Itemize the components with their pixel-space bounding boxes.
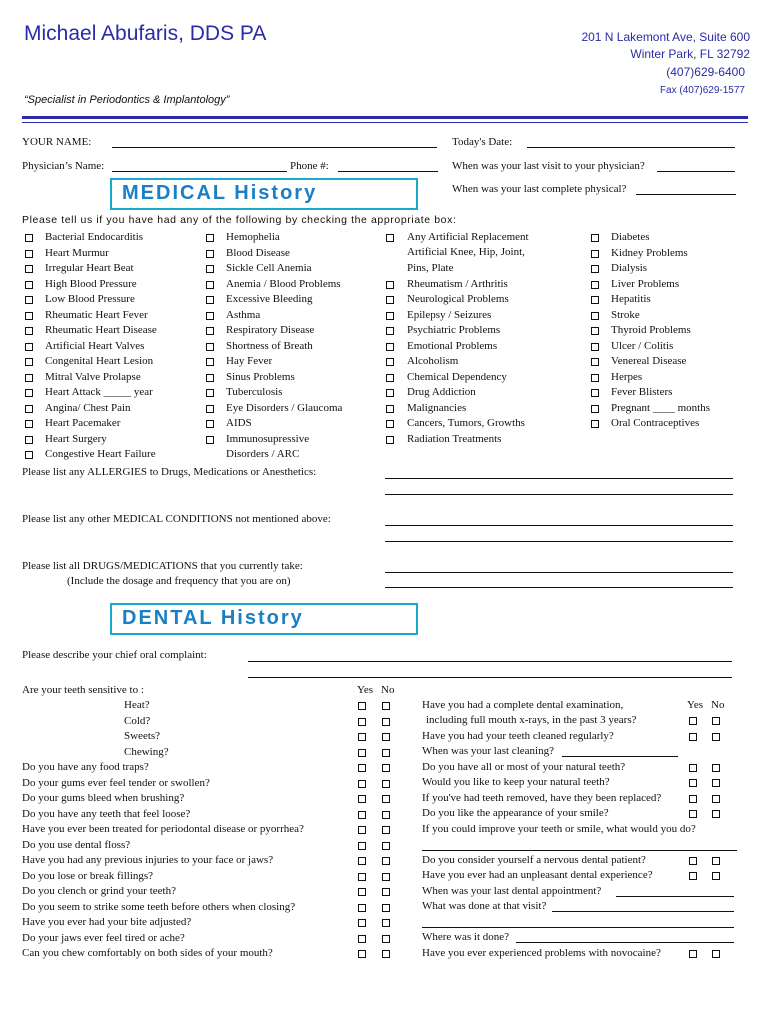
condition-label: Rheumatism / Arthritis	[407, 277, 508, 290]
condition-checkbox[interactable]	[591, 296, 599, 304]
condition-checkbox[interactable]	[591, 250, 599, 258]
phone-number: (407)629-6400	[666, 65, 745, 79]
no-checkbox[interactable]	[382, 904, 390, 912]
condition-checkbox[interactable]	[25, 296, 33, 304]
physician-phone-field[interactable]	[338, 161, 438, 172]
condition-label: Herpes	[611, 370, 643, 383]
todays-date-label: Today's Date:	[452, 136, 513, 148]
yes-checkbox[interactable]	[689, 795, 697, 803]
sensitivity-item: Heat?	[124, 699, 150, 711]
improve-smile-field[interactable]	[422, 840, 737, 851]
condition-checkbox[interactable]	[206, 420, 214, 428]
q-where-done: Where was it done?	[422, 931, 510, 943]
yes-checkbox[interactable]	[358, 826, 366, 834]
condition-checkbox[interactable]	[386, 281, 394, 289]
condition-checkbox[interactable]	[206, 389, 214, 397]
where-done-field[interactable]	[516, 932, 734, 943]
condition-checkbox[interactable]	[386, 358, 394, 366]
chief-complaint-label: Please describe your chief oral complaint:	[22, 649, 207, 661]
condition-checkbox[interactable]	[386, 374, 394, 382]
condition-label: Liver Problems	[611, 277, 680, 290]
no-checkbox[interactable]	[712, 810, 720, 818]
dental-question: Do you have any teeth that feel loose?	[22, 807, 191, 820]
condition-checkbox[interactable]	[206, 234, 214, 242]
no-checkbox[interactable]	[382, 702, 390, 710]
last-physical-field[interactable]	[636, 184, 736, 195]
condition-checkbox[interactable]	[206, 436, 214, 444]
condition-label: Psychiatric Problems	[407, 324, 501, 336]
condition-label: Emotional Problems	[407, 339, 498, 352]
no-checkbox[interactable]	[382, 826, 390, 834]
drugs-field-1[interactable]	[385, 562, 733, 573]
condition-label: Congenital Heart Lesion	[45, 355, 154, 367]
dental-question: Have you ever been treated for periodontal disease or pyorrhea?	[22, 823, 304, 835]
yes-checkbox[interactable]	[358, 904, 366, 912]
condition-checkbox[interactable]	[25, 405, 33, 413]
condition-label: Sinus Problems	[226, 370, 295, 383]
condition-checkbox[interactable]	[206, 296, 214, 304]
sensitivity-item: Sweets?	[124, 730, 161, 742]
other-conditions-field-2[interactable]	[385, 531, 733, 542]
condition-label: Rheumatic Heart Disease	[45, 324, 157, 336]
dental-question: Do you lose or break fillings?	[22, 869, 154, 882]
condition-label: Chemical Dependency	[407, 370, 507, 383]
condition-checkbox[interactable]	[25, 420, 33, 428]
condition-checkbox[interactable]	[206, 281, 214, 289]
condition-label: Stroke	[611, 308, 640, 321]
condition-checkbox[interactable]	[386, 420, 394, 428]
condition-label: Kidney Problems	[611, 246, 688, 259]
condition-checkbox[interactable]	[25, 343, 33, 351]
drugs-label: Please list all DRUGS/MEDICATIONS that you currently take:	[22, 560, 303, 572]
condition-label: Drug Addiction	[407, 386, 476, 398]
condition-label: Alcoholism	[407, 355, 459, 367]
q-teeth-cleaned: Have you had your teeth cleaned regularly?	[422, 730, 614, 742]
condition-label: Eye Disorders / Glaucoma	[226, 401, 343, 414]
q-keep-teeth: Would you like to keep your natural teeth?	[422, 776, 610, 788]
condition-checkbox[interactable]	[206, 265, 214, 273]
yes-checkbox[interactable]	[358, 842, 366, 850]
q-nervous-patient: Do you consider yourself a nervous dental patient?	[422, 854, 646, 866]
allergies-label: Please list any ALLERGIES to Drugs, Medications or Anesthetics:	[22, 466, 317, 478]
no-checkbox[interactable]	[382, 764, 390, 772]
yes-checkbox[interactable]	[358, 873, 366, 881]
condition-checkbox[interactable]	[386, 327, 394, 335]
condition-checkbox[interactable]	[591, 343, 599, 351]
no-checkbox[interactable]	[382, 780, 390, 788]
condition-checkbox[interactable]	[591, 374, 599, 382]
dental-question: Do your gums bleed when brushing?	[22, 792, 185, 804]
last-visit-label: When was your last visit to your physician?	[452, 160, 645, 172]
dental-question: Do you seem to strike some teeth before others when closing?	[22, 900, 296, 913]
no-checkbox[interactable]	[712, 857, 720, 865]
no-checkbox[interactable]	[382, 795, 390, 803]
dental-question: Do you have any food traps?	[22, 761, 149, 773]
condition-label: Pregnant ____ months	[611, 401, 710, 414]
chief-complaint-field-1[interactable]	[248, 651, 732, 662]
condition-checkbox[interactable]	[25, 374, 33, 382]
condition-label: Hay Fever	[226, 355, 273, 367]
other-conditions-field-1[interactable]	[385, 515, 733, 526]
condition-checkbox[interactable]	[206, 374, 214, 382]
condition-label: Excessive Bleeding	[226, 293, 313, 305]
right-yes-header: Yes	[687, 699, 704, 711]
dental-question: Do your gums ever feel tender or swollen?	[22, 776, 210, 789]
condition-label: Sickle Cell Anemia	[226, 262, 312, 274]
address-line1: 201 N Lakemont Ave, Suite 600	[581, 30, 750, 44]
condition-checkbox[interactable]	[591, 327, 599, 335]
header-rule-thin	[22, 122, 748, 123]
condition-label: Blood Disease	[226, 246, 290, 259]
q-last-cleaning: When was your last cleaning?	[422, 745, 554, 757]
condition-checkbox[interactable]	[386, 296, 394, 304]
no-checkbox[interactable]	[712, 950, 720, 958]
artificial-replacement-detail-1: Artificial Knee, Hip, Joint,	[407, 246, 525, 258]
condition-checkbox[interactable]	[386, 436, 394, 444]
condition-label: Malignancies	[407, 401, 467, 414]
yes-checkbox[interactable]	[358, 702, 366, 710]
condition-checkbox[interactable]	[591, 389, 599, 397]
condition-label: Asthma	[226, 308, 261, 321]
medical-instructions: Please tell us if you have had any of the following by checking the appropriate box:	[22, 214, 457, 226]
allergies-field-2[interactable]	[385, 484, 733, 495]
condition-checkbox[interactable]	[591, 265, 599, 273]
physician-name-field[interactable]	[112, 161, 287, 172]
q-complete-exam: Have you had a complete dental examination,	[422, 699, 624, 711]
sensitive-question: Are your teeth sensitive to :	[22, 684, 144, 696]
condition-checkbox[interactable]	[591, 312, 599, 320]
condition-checkbox[interactable]	[25, 265, 33, 273]
condition-label: Heart Surgery	[45, 432, 107, 445]
your-name-field[interactable]	[112, 137, 437, 148]
no-checkbox[interactable]	[712, 779, 720, 787]
drugs-note: (Include the dosage and frequency that you are on)	[67, 575, 291, 587]
condition-label: Epilepsy / Seizures	[407, 308, 492, 321]
condition-label: Ulcer / Colitis	[611, 339, 674, 352]
no-checkbox[interactable]	[712, 733, 720, 741]
no-checkbox[interactable]	[712, 795, 720, 803]
condition-checkbox[interactable]	[386, 405, 394, 413]
condition-label: Anemia / Blood Problems	[226, 277, 341, 290]
condition-checkbox[interactable]	[591, 405, 599, 413]
condition-label: Fever Blisters	[611, 386, 673, 398]
condition-label: Heart Pacemaker	[45, 417, 121, 429]
no-checkbox[interactable]	[382, 842, 390, 850]
condition-label: Artificial Heart Valves	[45, 339, 145, 352]
yes-checkbox[interactable]	[358, 718, 366, 726]
what-was-done-field-2[interactable]	[422, 917, 734, 928]
condition-label: Bacterial Endocarditis	[45, 231, 144, 243]
condition-checkbox[interactable]	[206, 250, 214, 258]
allergies-field-1[interactable]	[385, 468, 733, 479]
yes-checkbox[interactable]	[358, 780, 366, 788]
condition-label: Angina/ Chest Pain	[45, 401, 131, 414]
condition-checkbox[interactable]	[206, 327, 214, 335]
dental-question: Have you ever had your bite adjusted?	[22, 916, 192, 928]
header-rule-thick	[22, 116, 748, 119]
condition-checkbox[interactable]	[25, 358, 33, 366]
q-improve-smile: If you could improve your teeth or smile, what would you do?	[422, 823, 696, 835]
yes-checkbox[interactable]	[689, 779, 697, 787]
no-checkbox[interactable]	[382, 749, 390, 757]
q-what-was-done: What was done at that visit?	[422, 900, 547, 912]
yes-checkbox[interactable]	[689, 857, 697, 865]
condition-checkbox[interactable]	[206, 358, 214, 366]
condition-checkbox[interactable]	[25, 327, 33, 335]
condition-label: Thyroid Problems	[611, 324, 691, 336]
condition-checkbox[interactable]	[25, 436, 33, 444]
sensitivity-item: Chewing?	[124, 745, 169, 758]
dental-question: Do your jaws ever feel tired or ache?	[22, 931, 185, 944]
condition-label: Dialysis	[611, 262, 648, 274]
tagline: “Specialist in Periodontics & Implantology”	[24, 94, 230, 106]
condition-checkbox[interactable]	[25, 389, 33, 397]
your-name-row	[22, 136, 91, 148]
condition-checkbox[interactable]	[386, 312, 394, 320]
drugs-field-2[interactable]	[385, 577, 733, 588]
last-appointment-field[interactable]	[616, 886, 734, 897]
condition-label: Tuberculosis	[226, 386, 283, 398]
yes-checkbox[interactable]	[358, 935, 366, 943]
medical-history-title: MEDICAL History	[110, 178, 418, 210]
yes-checkbox[interactable]	[689, 764, 697, 772]
condition-label: Oral Contraceptives	[611, 417, 700, 429]
yes-checkbox[interactable]	[689, 717, 697, 725]
todays-date-field[interactable]	[527, 137, 735, 148]
no-checkbox[interactable]	[712, 717, 720, 725]
q-full-mouth-xrays: including full mouth x-rays, in the past 3 years?	[426, 714, 637, 726]
dental-question: Do you use dental floss?	[22, 838, 131, 851]
no-checkbox[interactable]	[382, 950, 390, 958]
no-checkbox[interactable]	[382, 718, 390, 726]
condition-checkbox[interactable]	[386, 389, 394, 397]
no-checkbox[interactable]	[382, 857, 390, 865]
no-checkbox[interactable]	[382, 919, 390, 927]
condition-label: Venereal Disease	[611, 355, 687, 367]
chief-complaint-field-2[interactable]	[248, 667, 732, 678]
no-checkbox[interactable]	[712, 764, 720, 772]
dental-question: Do you clench or grind your teeth?	[22, 885, 176, 897]
sensitivity-item: Cold?	[124, 714, 151, 727]
fax-number: Fax (407)629-1577	[659, 85, 745, 96]
dental-question: Can you chew comfortably on both sides of your mouth?	[22, 947, 273, 959]
no-checkbox[interactable]	[382, 873, 390, 881]
no-checkbox[interactable]	[712, 872, 720, 880]
condition-label: High Blood Pressure	[45, 277, 137, 290]
no-checkbox[interactable]	[382, 888, 390, 896]
condition-label: Neurological Problems	[407, 293, 509, 305]
yes-checkbox[interactable]	[358, 919, 366, 927]
right-no-header: No	[711, 699, 725, 711]
no-checkbox[interactable]	[382, 935, 390, 943]
q-novocaine: Have you ever experienced problems with novocaine?	[422, 947, 661, 959]
yes-checkbox[interactable]	[358, 733, 366, 741]
q-smile-appearance: Do you like the appearance of your smile?	[422, 807, 609, 819]
what-was-done-field-1[interactable]	[552, 901, 734, 912]
condition-label: Low Blood Pressure	[45, 293, 135, 305]
other-conditions-label: Please list any other MEDICAL CONDITIONS not mentioned above:	[22, 513, 331, 525]
condition-checkbox[interactable]	[206, 405, 214, 413]
practice-name: Michael Abufaris, DDS PA	[24, 22, 267, 45]
dental-question: Have you had any previous injuries to your face or jaws?	[22, 854, 274, 866]
condition-label: Irregular Heart Beat	[45, 262, 134, 274]
no-checkbox[interactable]	[382, 733, 390, 741]
condition-checkbox[interactable]	[386, 343, 394, 351]
condition-label: Hepatitis	[611, 293, 651, 305]
condition-label: Mitral Valve Prolapse	[45, 370, 141, 383]
dental-history-title: DENTAL History	[110, 603, 418, 635]
artificial-replacement-detail-2: Pins, Plate	[407, 262, 454, 274]
last-cleaning-field[interactable]	[562, 746, 678, 757]
condition-label: Shortness of Breath	[226, 339, 313, 352]
condition-label: Diabetes	[611, 231, 650, 243]
physician-phone-label: Phone #:	[290, 160, 329, 172]
condition-checkbox[interactable]	[206, 312, 214, 320]
last-physical-label: When was your last complete physical?	[452, 183, 627, 195]
q-last-appointment: When was your last dental appointment?	[422, 885, 602, 897]
condition-label: Immunosupressive	[226, 432, 310, 445]
yes-checkbox[interactable]	[358, 857, 366, 865]
your-name-label: YOUR NAME:	[22, 136, 92, 148]
yes-checkbox[interactable]	[358, 811, 366, 819]
q-unpleasant-experience: Have you ever had an unpleasant dental experience?	[422, 869, 653, 881]
address-line2: Winter Park, FL 32792	[630, 47, 750, 61]
yes-checkbox[interactable]	[358, 764, 366, 772]
condition-checkbox[interactable]	[25, 234, 33, 242]
left-no-header: No	[381, 684, 395, 696]
condition-label: Rheumatic Heart Fever	[45, 308, 148, 321]
condition-label: AIDS	[226, 417, 252, 429]
condition-checkbox[interactable]	[25, 250, 33, 258]
condition-checkbox[interactable]	[25, 312, 33, 320]
condition-checkbox[interactable]	[591, 234, 599, 242]
yes-checkbox[interactable]	[358, 950, 366, 958]
condition-label: Hemophelia	[226, 231, 280, 243]
condition-checkbox[interactable]	[591, 358, 599, 366]
condition-checkbox[interactable]	[25, 451, 33, 459]
last-visit-field[interactable]	[657, 161, 735, 172]
yes-checkbox[interactable]	[689, 810, 697, 818]
condition-label: Congestive Heart Failure	[45, 448, 156, 460]
immunosuppressive-continuation: Disorders / ARC	[226, 448, 300, 460]
condition-label: Respiratory Disease	[226, 324, 315, 336]
condition-checkbox[interactable]	[591, 281, 599, 289]
condition-label: Heart Murmur	[45, 246, 109, 259]
condition-label: Any Artificial Replacement	[407, 231, 529, 243]
yes-checkbox[interactable]	[358, 888, 366, 896]
condition-label: Heart Attack _____ year	[45, 386, 153, 398]
condition-checkbox[interactable]	[591, 420, 599, 428]
yes-checkbox[interactable]	[358, 749, 366, 757]
condition-checkbox[interactable]	[25, 281, 33, 289]
no-checkbox[interactable]	[382, 811, 390, 819]
physician-name-label: Physician’s Name:	[22, 160, 105, 172]
condition-checkbox[interactable]	[386, 234, 394, 242]
yes-checkbox[interactable]	[689, 950, 697, 958]
yes-checkbox[interactable]	[689, 872, 697, 880]
condition-label: Cancers, Tumors, Growths	[407, 417, 525, 429]
q-natural-teeth: Do you have all or most of your natural teeth?	[422, 761, 626, 773]
left-yes-header: Yes	[357, 684, 374, 696]
condition-checkbox[interactable]	[206, 343, 214, 351]
q-teeth-replaced: If you've had teeth removed, have they been replaced?	[422, 792, 662, 804]
yes-checkbox[interactable]	[358, 795, 366, 803]
condition-label: Radiation Treatments	[407, 432, 502, 445]
yes-checkbox[interactable]	[689, 733, 697, 741]
